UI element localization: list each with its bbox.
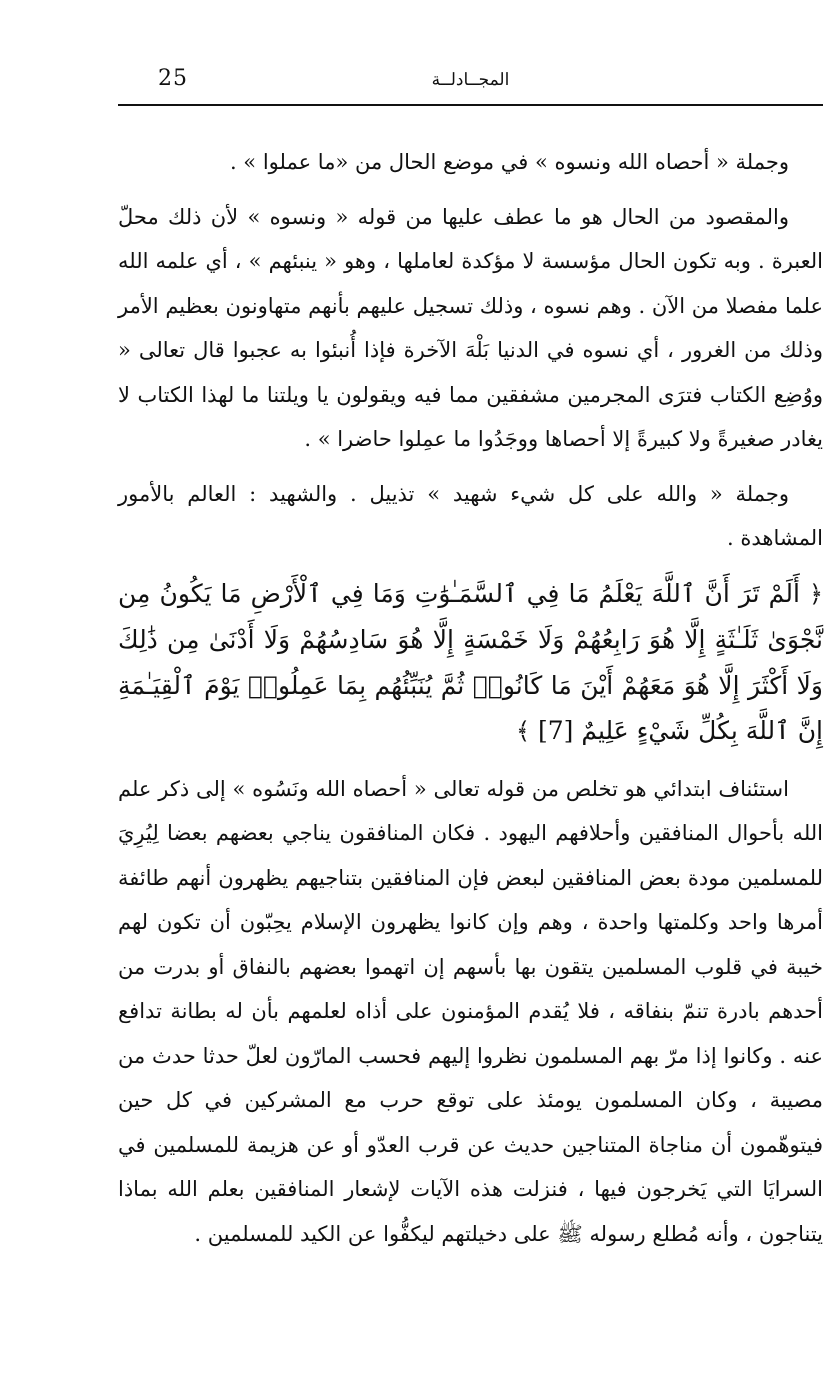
verse-number: [7] [537, 716, 574, 745]
verse-text: أَلَمْ تَرَ أَنَّ ٱللَّهَ يَعْلَمُ مَا فِي ٱلسَّمَـٰوَٰتِ وَمَا فِي ٱلْأَرْضِ مَا يَكُونُ مِن نَّجْوَىٰ ثَلَـٰثَةٍ إِلَّا هُوَ رَابِعُهُمْ وَلَا خَمْسَةٍ إِلَّا هُوَ سَادِسُهُمْ وَلَا أَدْنَىٰ مِن ذَٰلِكَ وَلَا أَكْثَرَ إِلَّا هُوَ مَعَهُمْ أَيْنَ مَا كَانُوا۟ ثُمَّ يُنَبِّئُهُم بِمَا عَمِلُوا۟ يَوْمَ ٱلْقِيَـٰمَةِ إِنَّ ٱللَّهَ بِكُلِّ شَيْءٍ عَلِيمٌ [118, 578, 823, 745]
page-header [118, 60, 823, 106]
paragraph-tadhyil: وجملة « والله على كل شيء شهيد » تذييل . والشهيد : العالم بالأمور المشاهدة . [118, 481, 823, 550]
page-body [118, 140, 823, 1266]
paragraph-commentary: استئناف ابتدائي هو تخلص من قوله تعالى « أحصاه الله ونَسُوه » إلى ذكر علم الله بأحوال المنافقين وأحلافهم اليهود . فكان المنافقون يناجي بعضهم بعضا لِيُرِيَ للمسلمين مودة بعض المنافقين لبعض فإن المنافقين بتناجيهم يظهرون أنهم طائفة أمرها واحد وكلمتها واحدة ، وهم وإن كانوا يظهرون الإسلام يحِبّون أن تكون لهم خيبة في قلوب المسلمين يتقون بها بأسهم إن اتهموا بعضهم بالنفاق أو بدرت من أحدهم بادرة تنمّ بنفاقه ، فلا يُقدم المؤمنون على أذاه لعلمهم بأن له بطانة تدافع عنه . وكانوا إذا مرّ بهم المسلمون نظروا إليهم فحسب المارّون لعلّ حدثا حدث من مصيبة ، وكان المسلمون يومئذ على توقع حرب مع المشركين في كل حين فيتوهّمون أن مناجاة المتناجين حديث عن قرب العدّو أو عن هزيمة للمسلمين في السرايَا التي يَخرجون فيها ، فنزلت هذه الآيات لإشعار المنافقين بعلم الله بماذا يتناجون ، وأنه مُطلع رسوله ﷺ على دخيلتهم ليكفُّوا عن الكيد للمسلمين . [118, 776, 823, 1246]
verse-close-bracket: ﴾ [515, 717, 530, 745]
quran-verse [118, 571, 823, 755]
paragraph-hal-sentence: وجملة « أحصاه الله ونسوه » في موضع الحال من «ما عملوا » . [229, 150, 789, 174]
running-title: المجــادلــة [431, 70, 510, 90]
paragraph-hal-purpose: والمقصود من الحال هو ما عطف عليها من قوله « ونسوه » لأن ذلك محلّ العبرة . وبه تكون الحال مؤسسة لا مؤكدة لعاملها ، وهو « ينبئهم » ، أي علمه الله علما مفصلا من الآن . وهم نسوه ، وذلك تسجيل عليهم بأنهم متهاونون بعظيم الأمر وذلك من الغرور ، أي نسوه في الدنيا بَلْهَ الآخرة فإذا أُنبئوا به عجبوا قال تعالى « ووُضِع الكتاب فترَى المجرمين مشفقين مما فيه ويقولون يا ويلتنا ما لهذا الكتاب لا يغادر صغيرةً ولا كبيرةً إلا أحصاها ووجَدُوا ما عمِلوا حاضرا » . [118, 204, 823, 451]
page-number: 25 [158, 66, 188, 91]
verse-open-bracket: ﴿ [808, 579, 824, 608]
